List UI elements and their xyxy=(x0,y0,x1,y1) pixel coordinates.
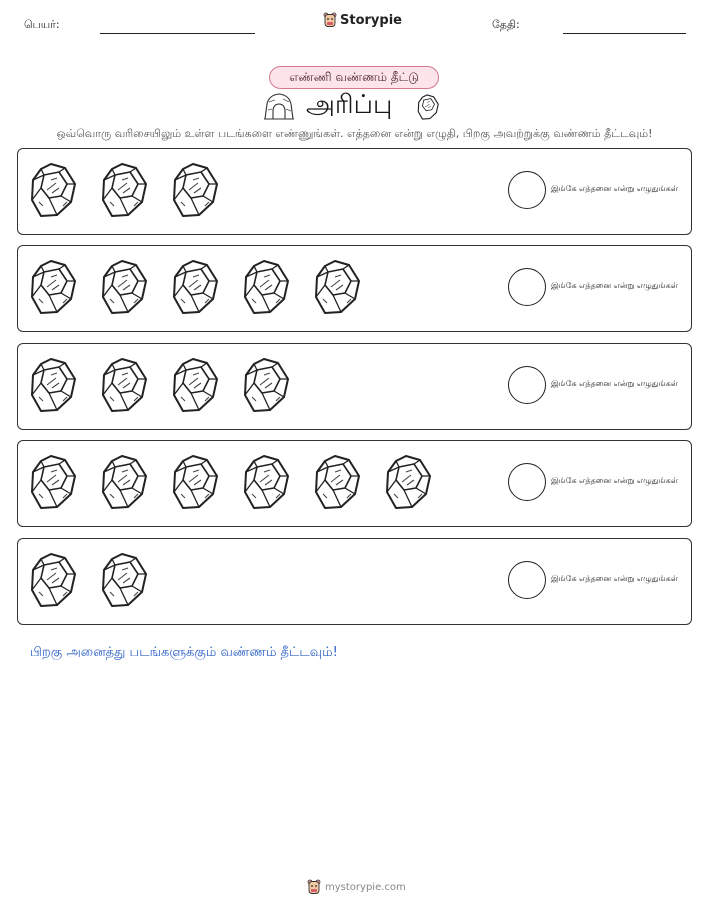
answer-hint: இங்கே எத்தனை என்று எழுதுங்கள் xyxy=(551,476,678,485)
name-label: பெயர்: xyxy=(24,18,60,31)
gem-icon[interactable] xyxy=(100,259,148,315)
gem-icon[interactable] xyxy=(29,259,77,315)
worksheet-badge: எண்ணி வண்ணம் தீட்டு xyxy=(269,66,439,89)
gem-icon[interactable] xyxy=(171,454,219,510)
gem-icon[interactable] xyxy=(100,552,148,608)
answer-circle[interactable] xyxy=(508,463,546,501)
answer-hint: இங்கே எத்தனை என்று எழுதுங்கள் xyxy=(551,281,678,290)
gem-icon[interactable] xyxy=(242,259,290,315)
gem-icon[interactable] xyxy=(313,454,361,510)
rock-arch-icon xyxy=(263,92,295,120)
brand-logo xyxy=(323,12,402,28)
gem-icon[interactable] xyxy=(29,357,77,413)
site-url[interactable]: mystorypie.com xyxy=(325,881,406,893)
counting-row xyxy=(17,148,692,235)
answer-circle[interactable] xyxy=(508,268,546,306)
answer-hint: இங்கே எத்தனை என்று எழுதுங்கள் xyxy=(551,379,678,388)
gem-icon[interactable] xyxy=(29,552,77,608)
date-label: தேதி: xyxy=(492,18,520,31)
gem-icon[interactable] xyxy=(29,454,77,510)
answer-circle[interactable] xyxy=(508,366,546,404)
footer-note: பிறகு அனைத்து படங்களுக்கும் வண்ணம் தீட்டவும்! xyxy=(30,645,338,660)
counting-row xyxy=(17,440,692,527)
answer-hint: இங்கே எத்தனை என்று எழுதுங்கள் xyxy=(551,184,678,193)
gem-icon[interactable] xyxy=(100,357,148,413)
bear-mascot-icon xyxy=(323,12,337,28)
page-title: அரிப்பு xyxy=(306,90,393,120)
page-header xyxy=(0,0,709,48)
bear-mascot-icon xyxy=(307,879,321,895)
gem-icon[interactable] xyxy=(242,454,290,510)
counting-row xyxy=(17,538,692,625)
gem-icon[interactable] xyxy=(384,454,432,510)
gem-icon[interactable] xyxy=(242,357,290,413)
answer-circle[interactable] xyxy=(508,561,546,599)
gem-icon[interactable] xyxy=(100,162,148,218)
gem-icon[interactable] xyxy=(29,162,77,218)
instructions: ஒவ்வொரு வரிசையிலும் உள்ள படங்களை எண்ணுங்கள். எத்தனை என்று எழுதி, பிறகு அவற்றுக்கு வண்ணம் தீட்டவும்! xyxy=(56,127,653,140)
date-line[interactable] xyxy=(563,33,686,34)
counting-row xyxy=(17,343,692,430)
gem-icon[interactable] xyxy=(171,357,219,413)
gem-icon[interactable] xyxy=(171,162,219,218)
small-gem-icon xyxy=(415,94,441,120)
site-footer xyxy=(307,879,406,895)
brand-name: Storypie xyxy=(340,12,402,28)
counting-row xyxy=(17,245,692,332)
name-line[interactable] xyxy=(100,33,255,34)
answer-circle[interactable] xyxy=(508,171,546,209)
gem-icon[interactable] xyxy=(313,259,361,315)
answer-hint: இங்கே எத்தனை என்று எழுதுங்கள் xyxy=(551,574,678,583)
gem-icon[interactable] xyxy=(100,454,148,510)
title-row xyxy=(0,90,709,124)
gem-icon[interactable] xyxy=(171,259,219,315)
